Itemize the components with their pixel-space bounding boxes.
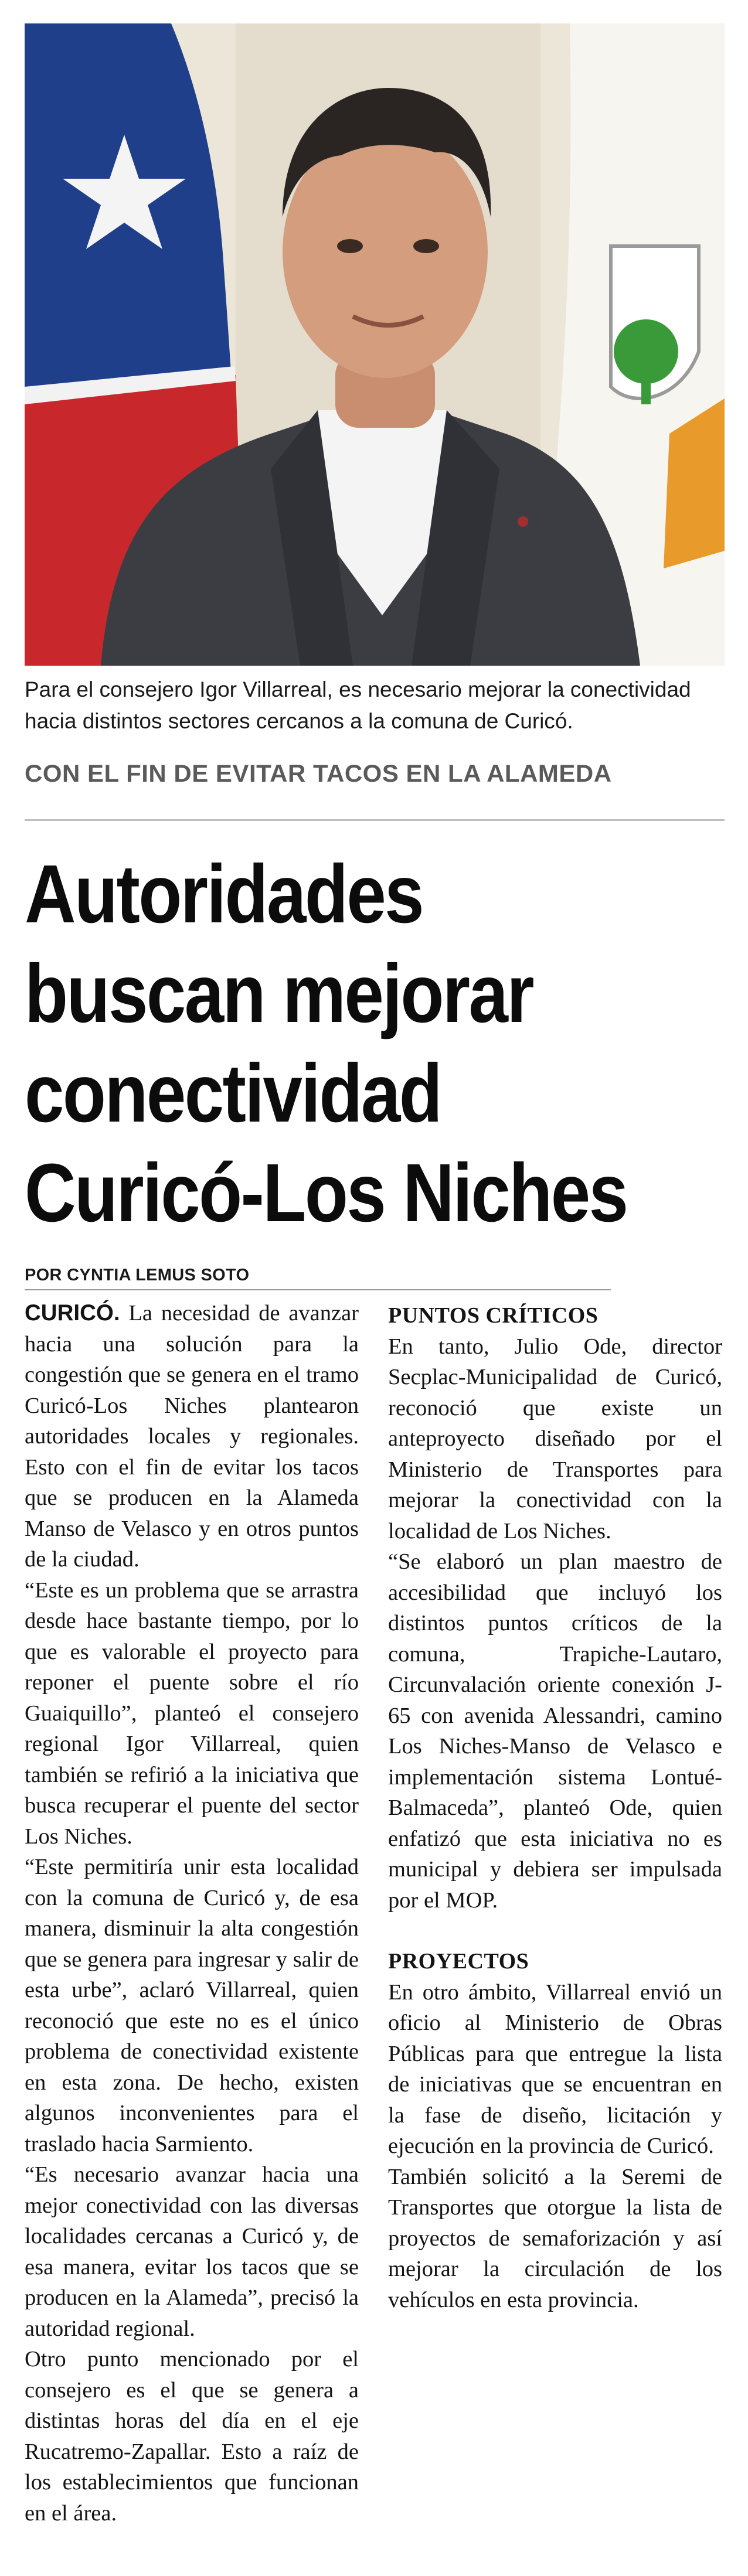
body-paragraph: “Se elaboró un plan maestro de accesibilidad que incluyó los distintos puntos críticos de la comuna, Trapiche-Lautaro, Circunvalación oriente conexión J-65 con avenida Alessandri, camino Los Niches-Manso de Velasco e implementación sistema Lontué-Balmaceda”, planteó Ode, quien enfatizó que esta iniciativa no es municipal y debiera ser impulsada por el MOP. bbox=[388, 1549, 722, 1913]
body-paragraph bbox=[25, 1298, 359, 1575]
body-column-right bbox=[388, 1298, 722, 2315]
paragraph-text: La necesidad de avanzar hacia una solución para la congestión que se genera en el tramo Curicó-Los Niches plantearon autoridades locales y regionales. Esto con el fin de evitar los tacos que se producen en la Alameda Manso de Velasco y en otros puntos de la ciudad. bbox=[25, 1301, 359, 1572]
headline-line: buscan mejorar bbox=[25, 947, 533, 1040]
byline: POR CYNTIA LEMUS SOTO bbox=[25, 1266, 250, 1284]
body-paragraph: “Este es un problema que se arrastra desde hace bastante tiempo, por lo que es valorable el proyecto para reponer el puente sobre el río Guaiquillo”, planteó el consejero regional Igor Villarreal, quien también se refirió a la iniciativa que busca recuperar el puente del sector Los Niches. bbox=[25, 1577, 359, 1849]
lapel-pin-icon bbox=[518, 516, 528, 527]
headline-line: Curicó-Los Niches bbox=[25, 1146, 627, 1239]
headline-line: Autoridades bbox=[25, 847, 423, 940]
body-paragraph: “Es necesario avanzar hacia una mejor conectividad con las diversas localidades cercanas a Curicó y, de esa manera, evitar los tacos que se producen en la Alameda”, precisó la autoridad regional. bbox=[25, 2162, 359, 2341]
portrait-illustration bbox=[25, 23, 725, 666]
section-subhead: PUNTOS CRÍTICOS bbox=[388, 1303, 599, 1328]
article-photo bbox=[25, 23, 725, 666]
divider bbox=[25, 1289, 611, 1290]
body-paragraph: En otro ámbito, Villarreal envió un oficio al Ministerio de Obras Públicas para que entregue la lista de iniciativas que se encuentran en la fase de diseño, licitación y ejecución en la provincia de Curicó. bbox=[388, 1979, 722, 2158]
headline-line: conectividad bbox=[25, 1047, 441, 1139]
body-paragraph: “Este permitiría unir esta localidad con la comuna de Curicó y, de esa manera, disminuir la alta congestión que se genera para ingresar y salir de esta urbe”, aclaró Villarreal, quien reconoció que este no es el único problema de conectividad existente en esta zona. De hecho, existen algunos inconvenientes para el traslado hacia Sarmiento. bbox=[25, 1855, 359, 2156]
article-kicker: CON EL FIN DE EVITAR TACOS EN LA ALAMEDA bbox=[25, 759, 612, 787]
dateline: CURICÓ. bbox=[25, 1300, 120, 1326]
body-column-left bbox=[25, 1298, 359, 2529]
body-paragraph: Otro punto mencionado por el consejero es el que se genera a distintas horas del día en el eje Rucatremo-Zapallar. Esto a raíz de los establecimientos que funcionan en el área. bbox=[25, 2347, 359, 2526]
article-headline bbox=[25, 844, 627, 1242]
photo-caption: Para el consejero Igor Villarreal, es necesario mejorar la conectividad hacia distintos sectores cercanos a la comuna de Curicó. bbox=[25, 677, 691, 733]
body-paragraph: En tanto, Julio Ode, director Secplac-Municipalidad de Curicó, reconoció que existe un anteproyecto diseñado por el Ministerio de Transportes para mejorar la conectividad con la localidad de Los Niches. bbox=[388, 1334, 722, 1543]
section-subhead: PROYECTOS bbox=[388, 1949, 529, 1974]
body-paragraph: También solicitó a la Seremi de Transportes que otorgue la lista de proyectos de semaforización y así mejorar la circulación de los vehículos en esta provincia. bbox=[388, 2164, 722, 2312]
divider bbox=[25, 819, 725, 821]
